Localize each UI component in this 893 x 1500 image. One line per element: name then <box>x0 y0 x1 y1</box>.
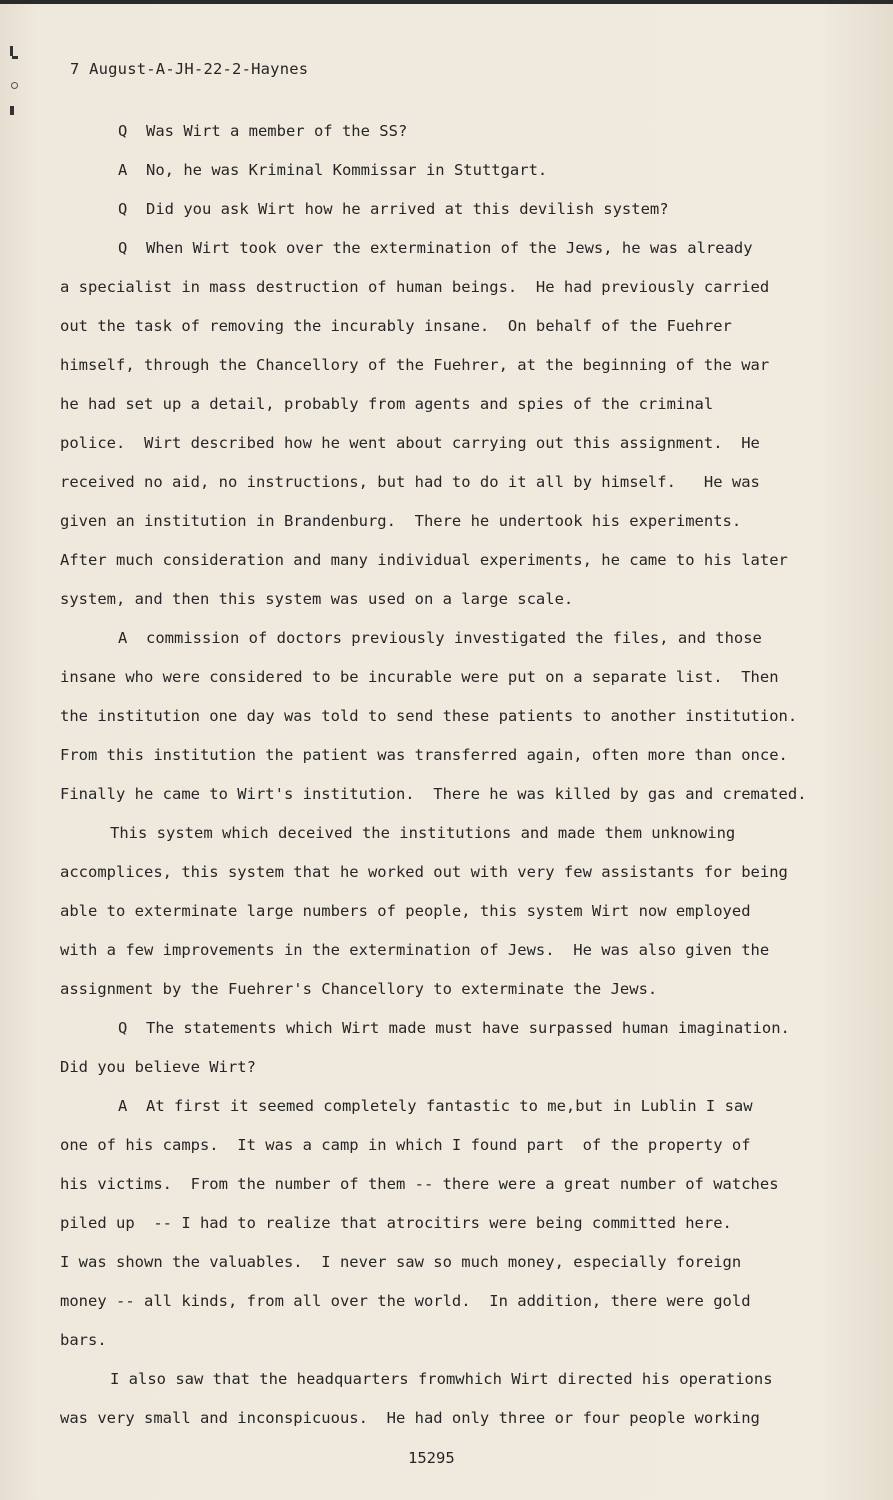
text-line: A No, he was Kriminal Kommissar in Stuttgart. <box>118 161 548 179</box>
document-body <box>60 112 840 1438</box>
text-line: he had set up a detail, probably from agents and spies of the criminal <box>60 395 714 413</box>
text-line: was very small and inconspicuous. He had only three or four people working <box>60 1409 760 1427</box>
text-line: insane who were considered to be incurable were put on a separate list. Then <box>60 668 779 686</box>
text-line: accomplices, this system that he worked out with very few assistants for being <box>60 863 788 881</box>
margin-mark <box>12 56 18 59</box>
text-line: I also saw that the headquarters fromwhich Wirt directed his operations <box>110 1370 773 1388</box>
text-line: out the task of removing the incurably insane. On behalf of the Fuehrer <box>60 317 732 335</box>
text-line: Finally he came to Wirt's institution. There he was killed by gas and cremated. <box>60 785 807 803</box>
text-line: one of his camps. It was a camp in which I found part of the property of <box>60 1136 751 1154</box>
text-line: From this institution the patient was transferred again, often more than once. <box>60 746 788 764</box>
text-line: piled up -- I had to realize that atrocitirs were being committed here. <box>60 1214 732 1232</box>
text-line: assignment by the Fuehrer's Chancellory to exterminate the Jews. <box>60 980 658 998</box>
margin-mark <box>10 106 14 115</box>
text-line: the institution one day was told to send these patients to another institution. <box>60 707 798 725</box>
text-line: given an institution in Brandenburg. There he undertook his experiments. <box>60 512 742 530</box>
text-line: Q The statements which Wirt made must have surpassed human imagination. <box>118 1019 790 1037</box>
text-line: Did you believe Wirt? <box>60 1058 256 1076</box>
text-line: his victims. From the number of them -- there were a great number of watches <box>60 1175 779 1193</box>
text-line: After much consideration and many individual experiments, he came to his later <box>60 551 788 569</box>
text-line: Q Did you ask Wirt how he arrived at this devilish system? <box>118 200 669 218</box>
text-line: system, and then this system was used on a large scale. <box>60 590 574 608</box>
page-top-edge <box>0 0 893 4</box>
text-line: himself, through the Chancellory of the Fuehrer, at the beginning of the war <box>60 356 770 374</box>
text-line: A At first it seemed completely fantastic to me,but in Lublin I saw <box>118 1097 753 1115</box>
text-line: Q When Wirt took over the extermination of the Jews, he was already <box>118 239 753 257</box>
text-line: received no aid, no instructions, but had to do it all by himself. He was <box>60 473 760 491</box>
text-line: police. Wirt described how he went about carrying out this assignment. He <box>60 434 760 452</box>
text-line: with a few improvements in the extermination of Jews. He was also given the <box>60 941 770 959</box>
text-line: money -- all kinds, from all over the world. In addition, there were gold <box>60 1292 751 1310</box>
text-line: Q Was Wirt a member of the SS? <box>118 122 408 140</box>
text-line: bars. <box>60 1331 107 1349</box>
text-line: This system which deceived the institutions and made them unknowing <box>110 824 736 842</box>
margin-marks <box>6 46 20 126</box>
margin-mark <box>10 46 13 56</box>
text-line: I was shown the valuables. I never saw so much money, especially foreign <box>60 1253 742 1271</box>
text-line: a specialist in mass destruction of human beings. He had previously carried <box>60 278 770 296</box>
margin-mark <box>11 82 18 89</box>
text-line: able to exterminate large numbers of people, this system Wirt now employed <box>60 902 751 920</box>
page-number: 15295 <box>408 1449 455 1467</box>
document-header: 7 August-A-JH-22-2-Haynes <box>70 60 309 78</box>
text-line: A commission of doctors previously investigated the files, and those <box>118 629 762 647</box>
